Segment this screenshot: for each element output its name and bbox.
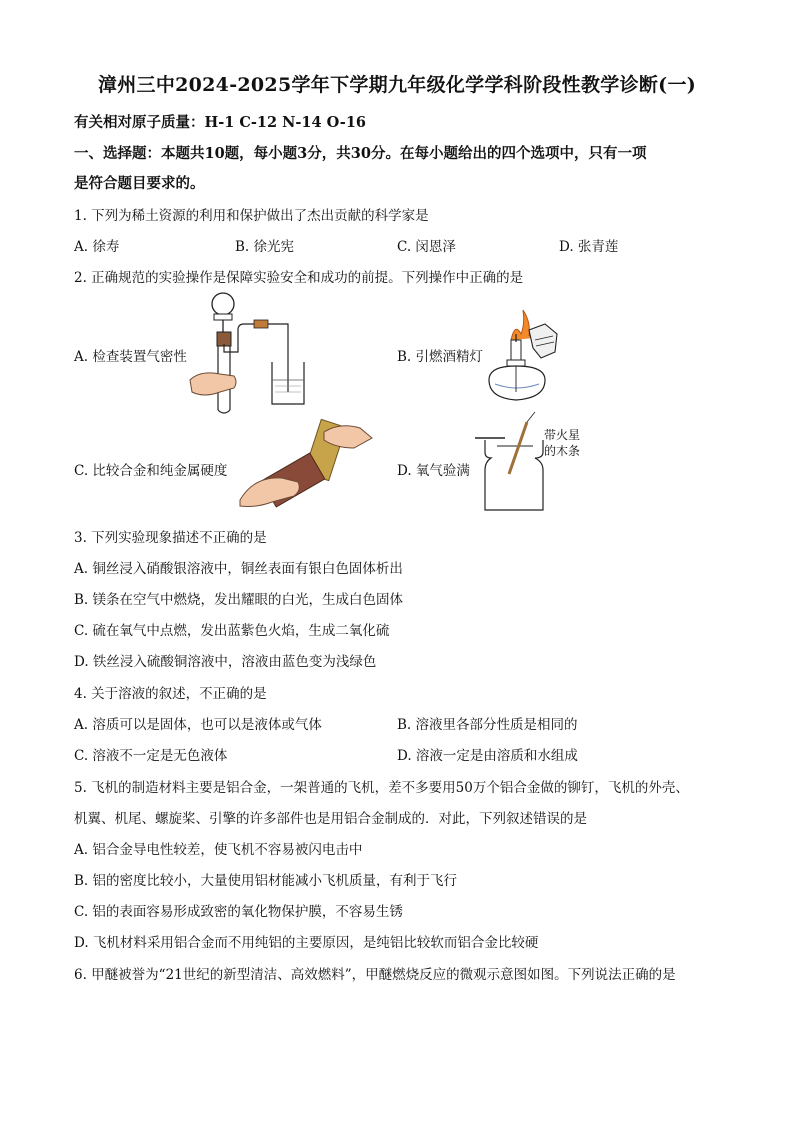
section-heading-line2: 是符合题目要求的。 bbox=[74, 175, 205, 192]
atomic-mass-line: 有关相对原子质量：H-1 C-12 N-14 O-16 bbox=[74, 114, 366, 131]
q1-option-a: A. 徐寿 bbox=[74, 239, 120, 255]
q2-option-d: D. 氧气验满 bbox=[397, 463, 470, 479]
q5-stem-line2: 机翼、机尾、螺旋桨、引擎的许多部件也是用铝合金制成的．对此，下列叙述错误的是 bbox=[74, 811, 587, 827]
q2-option-b: B. 引燃酒精灯 bbox=[397, 349, 484, 365]
q5-option-c: C. 铝的表面容易形成致密的氧化物保护膜，不容易生锈 bbox=[74, 904, 403, 920]
oxygen-check-label-1: 带火星 bbox=[544, 428, 581, 442]
airtightness-check-figure bbox=[190, 292, 310, 417]
q3-option-b: B. 镁条在空气中燃烧，发出耀眼的白光，生成白色固体 bbox=[74, 592, 404, 608]
q4-stem: 4. 关于溶液的叙述，不正确的是 bbox=[74, 686, 267, 702]
q2-option-c: C. 比较合金和纯金属硬度 bbox=[74, 463, 228, 479]
q4-option-b: B. 溶液里各部分性质是相同的 bbox=[397, 717, 578, 733]
q2-stem: 2. 正确规范的实验操作是保障实验安全和成功的前提。下列操作中正确的是 bbox=[74, 270, 524, 286]
q5-option-b: B. 铝的密度比较小，大量使用铝材能减小飞机质量，有利于飞行 bbox=[74, 873, 458, 889]
q1-option-c: C. 闵恩泽 bbox=[397, 239, 456, 255]
q4-option-a: A. 溶质可以是固体，也可以是液体或气体 bbox=[74, 717, 322, 733]
q5-option-d: D. 飞机材料采用铝合金而不用纯铝的主要原因，是纯铝比较软而铝合金比较硬 bbox=[74, 935, 539, 951]
alcohol-lamp-figure bbox=[485, 300, 565, 410]
q4-option-d: D. 溶液一定是由溶质和水组成 bbox=[397, 748, 578, 764]
q2-option-a: A. 检查装置气密性 bbox=[74, 349, 187, 365]
oxygen-check-figure bbox=[475, 418, 555, 514]
q3-option-a: A. 铜丝浸入硝酸银溶液中，铜丝表面有银白色固体析出 bbox=[74, 561, 403, 577]
q5-stem-line1: 5. 飞机的制造材料主要是铝合金，一架普通的飞机，差不多要用50万个铝合金做的铆钉，飞机的外壳、 bbox=[74, 780, 689, 796]
q1-option-d: D. 张青莲 bbox=[559, 239, 619, 255]
page-title: 漳州三中2024-2025学年下学期九年级化学学科阶段性教学诊断(一) bbox=[97, 74, 697, 96]
q6-stem: 6. 甲醚被誉为“21世纪的新型清洁、高效燃料”，甲醚燃烧反应的微观示意图如图。下列说法正确的是 bbox=[74, 967, 676, 983]
q1-stem: 1. 下列为稀土资源的利用和保护做出了杰出贡献的科学家是 bbox=[74, 208, 429, 224]
q3-option-d: D. 铁丝浸入硫酸铜溶液中，溶液由蓝色变为浅绿色 bbox=[74, 654, 377, 670]
hardness-comparison-figure bbox=[232, 418, 382, 508]
q3-option-c: C. 硫在氧气中点燃，发出蓝紫色火焰，生成二氧化硫 bbox=[74, 623, 390, 639]
q4-option-c: C. 溶液不一定是无色液体 bbox=[74, 748, 228, 764]
oxygen-check-label-2: 的木条 bbox=[544, 444, 581, 458]
q1-option-b: B. 徐光宪 bbox=[235, 239, 295, 255]
q5-option-a: A. 铝合金导电性较差，使飞机不容易被闪电击中 bbox=[74, 842, 363, 858]
section-heading-line1: 一、选择题：本题共10题，每小题3分，共30分。在每小题给出的四个选项中，只有一项 bbox=[74, 145, 647, 162]
q3-stem: 3. 下列实验现象描述不正确的是 bbox=[74, 530, 267, 546]
